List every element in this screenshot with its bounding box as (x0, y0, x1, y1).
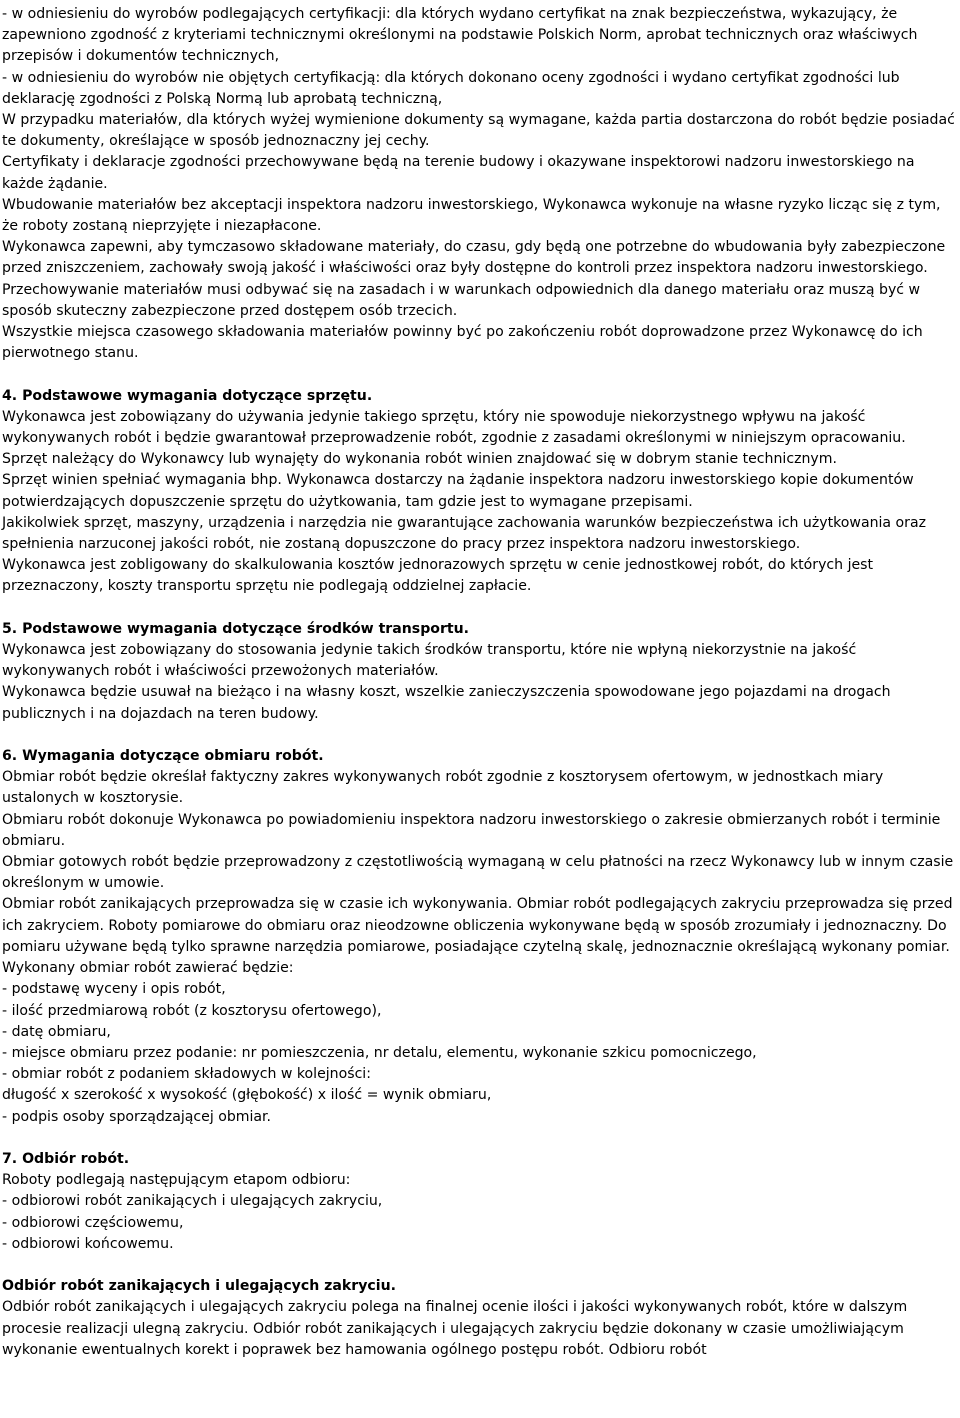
paragraph: Certyfikaty i deklaracje zgodności przechowywane będą na terenie budowy i okazywane inspektorowi nadzoru inwestorskiego na każde żądanie. (2, 154, 915, 192)
section-heading: 5. Podstawowe wymagania dotyczące środków transportu. (2, 620, 470, 637)
paragraph: W przypadku materiałów, dla których wyżej wymienione dokumenty są wymagane, każda partia dostarczona do robót będzie posiadać te dokumenty, określające w sposób jednoznaczny jej cechy. (2, 112, 955, 150)
paragraph: Wszystkie miejsca czasowego składowania materiałów powinny być po zakończeniu robót doprowadzone przez Wykonawcę do ich pierwotnego stanu. (2, 324, 923, 362)
paragraph: - ilość przedmiarową robót (z kosztorysu ofertowego), (2, 1002, 382, 1019)
paragraph: Obmiar gotowych robót będzie przeprowadzony z częstotliwością wymaganą w celu płatności na rzecz Wykonawcy lub w innym czasie określonym w umowie. (2, 854, 954, 892)
paragraph: Obmiar robót będzie określał faktyczny zakres wykonywanych robót zgodnie z kosztorysem ofertowym, w jednostkach miary ustalonych w kosztorysie. (2, 769, 884, 807)
paragraph: - odbiorowi końcowemu. (2, 1235, 174, 1252)
paragraph: - podpis osoby sporządzającej obmiar. (2, 1108, 272, 1125)
paragraph: Obmiar robót zanikających przeprowadza się w czasie ich wykonywania. Obmiar robót podlegających zakryciu przeprowadza się przed ich zakryciem. Roboty pomiarowe do obmiaru oraz nieodzowne obliczenia wykonywane będą w sposób zrozumiały i jednoznaczny. Do pomiaru używane będą tylko sprawne narzędzia pomiarowe, posiadające czytelną skalę, jednoznacznie określającą wykonany pomiar. (2, 896, 953, 955)
paragraph: Sprzęt winien spełniać wymagania bhp. Wykonawca dostarczy na żądanie inspektora nadzoru inwestorskiego kopie dokumentów potwierdzających dopuszczenie sprzętu do użytkowania, tam gdzie jest to wymagane przepisami. (2, 472, 914, 510)
paragraph: Sprzęt należący do Wykonawcy lub wynajęty do wykonania robót winien znajdować się w dobrym stanie technicznym. (2, 451, 837, 468)
paragraph: - w odniesieniu do wyrobów nie objętych certyfikacją: dla których dokonano oceny zgodności i wydano certyfikat zgodności lub deklarację zgodności z Polską Normą lub aprobatą techniczną, (2, 69, 900, 107)
paragraph: Jakikolwiek sprzęt, maszyny, urządzenia i narzędzia nie gwarantujące zachowania warunków bezpieczeństwa ich użytkowania oraz spełnienia narzuconej jakości robót, nie zostaną dopuszczone do pracy przez inspektora nadzoru inwestorskiego. (2, 514, 926, 553)
paragraph: Obmiaru robót dokonuje Wykonawca po powiadomieniu inspektora nadzoru inwestorskiego o zakresie obmierzanych robót i terminie obmiaru. (2, 811, 941, 849)
paragraph: Wykonawca jest zobowiązany do stosowania jedynie takich środków transportu, które nie wpłyną niekorzystnie na jakość wykonywanych robót i właściwości przewożonych materiałów. (2, 642, 857, 680)
paragraph-spacer (2, 1255, 958, 1276)
paragraph: - miejsce obmiaru przez podanie: nr pomieszczenia, nr detalu, elementu, wykonanie szkicu pomocniczego, (2, 1044, 757, 1061)
paragraph-spacer (2, 725, 958, 746)
section-heading: 4. Podstawowe wymagania dotyczące sprzętu. (2, 387, 373, 404)
section-heading: 7. Odbiór robót. (2, 1150, 130, 1167)
paragraph: - obmiar robót z podaniem składowych w kolejności: (2, 1066, 371, 1083)
paragraph: Odbiór robót zanikających i ulegających zakryciu polega na finalnej ocenie ilości i jakości wykonywanych robót, które w dalszym procesie realizacji ulegną zakryciu. Odbiór robót zanikających i ulegających zakryciu będzie dokonany w czasie umożliwiającym wykonanie ewentualnych korekt i poprawek bez hamowania ogólnego postępu robót. Odbioru robót (2, 1299, 908, 1358)
section-heading: Odbiór robót zanikających i ulegających zakryciu. (2, 1278, 396, 1295)
paragraph: Wykonawca będzie usuwał na bieżąco i na własny koszt, wszelkie zanieczyszczenia spowodowane jego pojazdami na drogach publicznych i na dojazdach na teren budowy. (2, 684, 891, 722)
paragraph-spacer (2, 598, 958, 619)
paragraph: długość x szerokość x wysokość (głębokość) x ilość = wynik obmiaru, (2, 1087, 492, 1104)
paragraph: - podstawę wyceny i opis robót, (2, 981, 226, 998)
paragraph: Wykonawca jest zobowiązany do używania jedynie takiego sprzętu, który nie spowoduje niekorzystnego wpływu na jakość wykonywanych robót i będzie gwarantował przeprowadzenie robót, zgodnie z zasadami określonymi w niniejszym opracowaniu. (2, 408, 906, 447)
paragraph-spacer (2, 364, 958, 385)
paragraph: Wykonany obmiar robót zawierać będzie: (2, 960, 294, 977)
paragraph: Wbudowanie materiałów bez akceptacji inspektora nadzoru inwestorskiego, Wykonawca wykonuje na własne ryzyko licząc się z tym, że roboty zostaną nieprzyjęte i niezapłacone. (2, 196, 941, 235)
section-heading: 6. Wymagania dotyczące obmiaru robót. (2, 748, 324, 765)
paragraph-spacer (2, 1128, 958, 1149)
paragraph: Wykonawca zapewni, aby tymczasowo składowane materiały, do czasu, gdy będą one potrzebne do wbudowania były zabezpieczone przed zniszczeniem, zachowały swoją jakość i właściwości oraz były dostępne do kontroli przez inspektora nadzoru inwestorskiego. Przechowywanie materiałów musi odbywać się na zasadach i w warunkach odpowiednich dla danego materiału oraz muszą być w sposób skuteczny zabezpieczone przed dostępem osób trzecich. (2, 239, 946, 319)
paragraph: Wykonawca jest zobligowany do skalkulowania kosztów jednorazowych sprzętu w cenie jednostkowej robót, do których jest przeznaczony, koszty transportu sprzętu nie podlegają oddzielnej zapłacie. (2, 557, 874, 595)
paragraph: - odbiorowi robót zanikających i ulegających zakryciu, (2, 1193, 383, 1210)
paragraph: - datę obmiaru, (2, 1023, 111, 1040)
paragraph: Roboty podlegają następującym etapom odbioru: (2, 1172, 351, 1189)
paragraph: - odbiorowi częściowemu, (2, 1214, 184, 1231)
paragraph: - w odniesieniu do wyrobów podlegających certyfikacji: dla których wydano certyfikat na znak bezpieczeństwa, wykazujący, że zapewniono zgodność z kryteriami technicznymi określonymi na podstawie Polskich Norm, aprobat technicznych oraz właściwych przepisów i dokumentów technicznych, (2, 6, 918, 65)
